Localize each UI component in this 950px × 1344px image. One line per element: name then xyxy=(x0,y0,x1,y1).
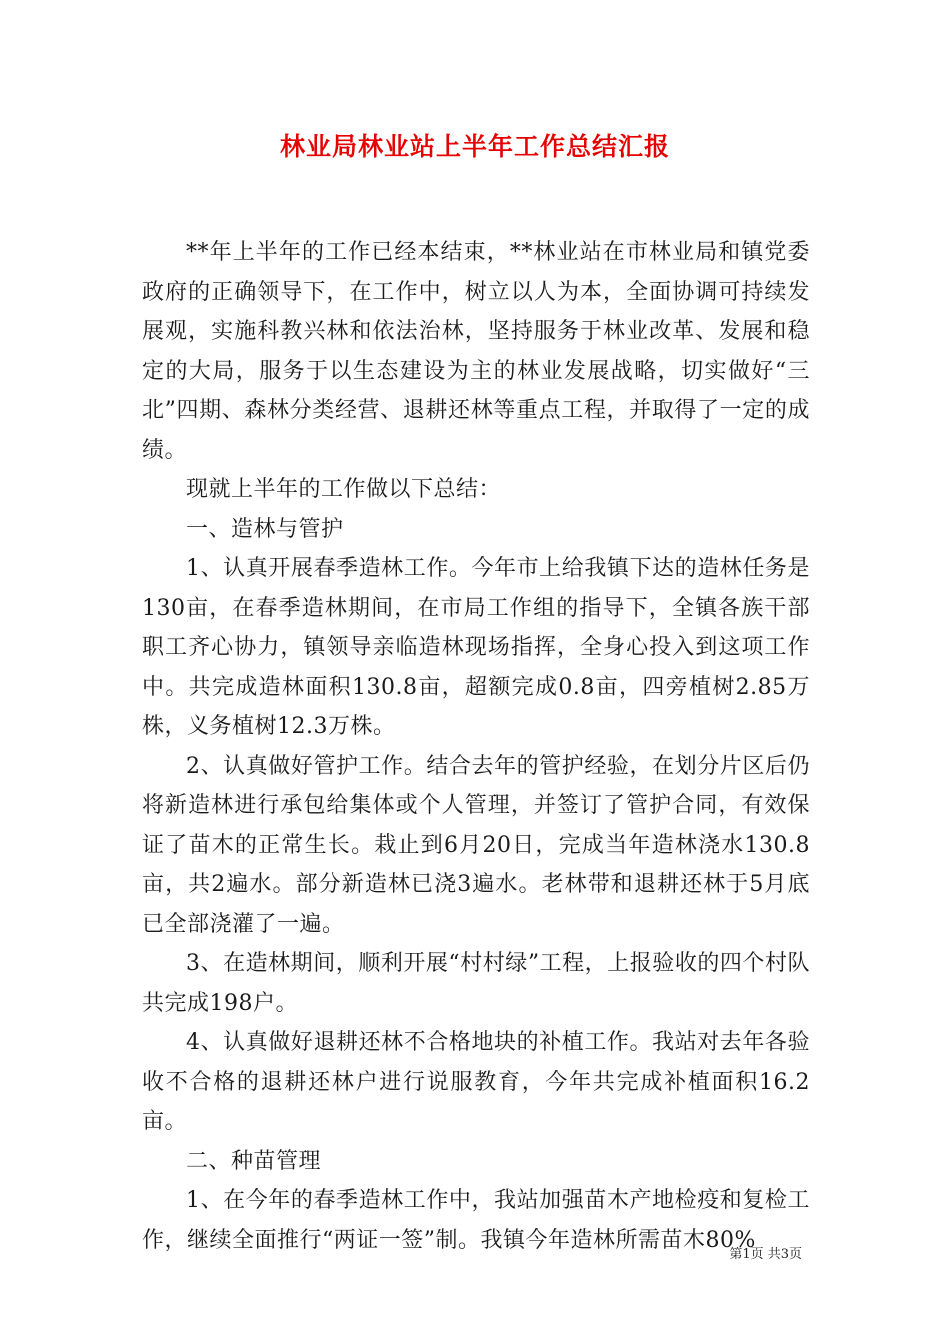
document-body xyxy=(142,233,810,1260)
paragraph-item: 1、认真开展春季造林工作。今年市上给我镇下达的造林任务是130亩，在春季造林期间，在市局工作组的指导下，全镇各族干部职工齐心协力，镇领导亲临造林现场指挥，全身心投入到这项工作中。共完成造林面积130.8亩，超额完成0.8亩，四旁植树2.85万株，义务植树12.3万株。 xyxy=(142,556,810,739)
paragraph-item: 2、认真做好管护工作。结合去年的管护经验，在划分片区后仍将新造林进行承包给集体或个人管理，并签订了管护合同，有效保证了苗木的正常生长。栽止到6月20日，完成当年造林浇水130.8亩，共2遍水。部分新造林已浇3遍水。老林带和退耕还林于5月底已全部浇灌了一遍。 xyxy=(142,753,810,937)
section-heading-afforestation: 一、造林与管护 xyxy=(186,516,344,542)
paragraph-item: 3、在造林期间，顺利开展“村村绿”工程，上报验收的四个村队共完成198户。 xyxy=(142,951,810,1016)
paragraph-item: 1、在今年的春季造林工作中，我站加强苗木产地检疫和复检工作，继续全面推行“两证一签”制。我镇今年造林所需苗木80% xyxy=(142,1188,810,1253)
section-heading-seedlings: 二、种苗管理 xyxy=(186,1148,322,1174)
page-number: 第1页 共3页 xyxy=(729,1247,802,1262)
paragraph-summary-lead: 现就上半年的工作做以下总结： xyxy=(186,477,502,502)
paragraph-item: 4、认真做好退耕还林不合格地块的补植工作。我站对去年各验收不合格的退耕还林户进行说服教育，今年共完成补植面积16.2亩。 xyxy=(142,1030,810,1134)
paragraph-intro: **年上半年的工作已经本结束，**林业站在市林业局和镇党委政府的正确领导下，在工作中，树立以人为本，全面协调可持续发展观，实施科教兴林和依法治林，坚持服务于林业改革、发展和稳定的大局，服务于以生态建设为主的林业发展战略，切实做好“三北”四期、森林分类经营、退耕还林等重点工程，并取得了一定的成绩。 xyxy=(142,240,810,463)
document-title: 林业局林业站上半年工作总结汇报 xyxy=(279,132,670,161)
